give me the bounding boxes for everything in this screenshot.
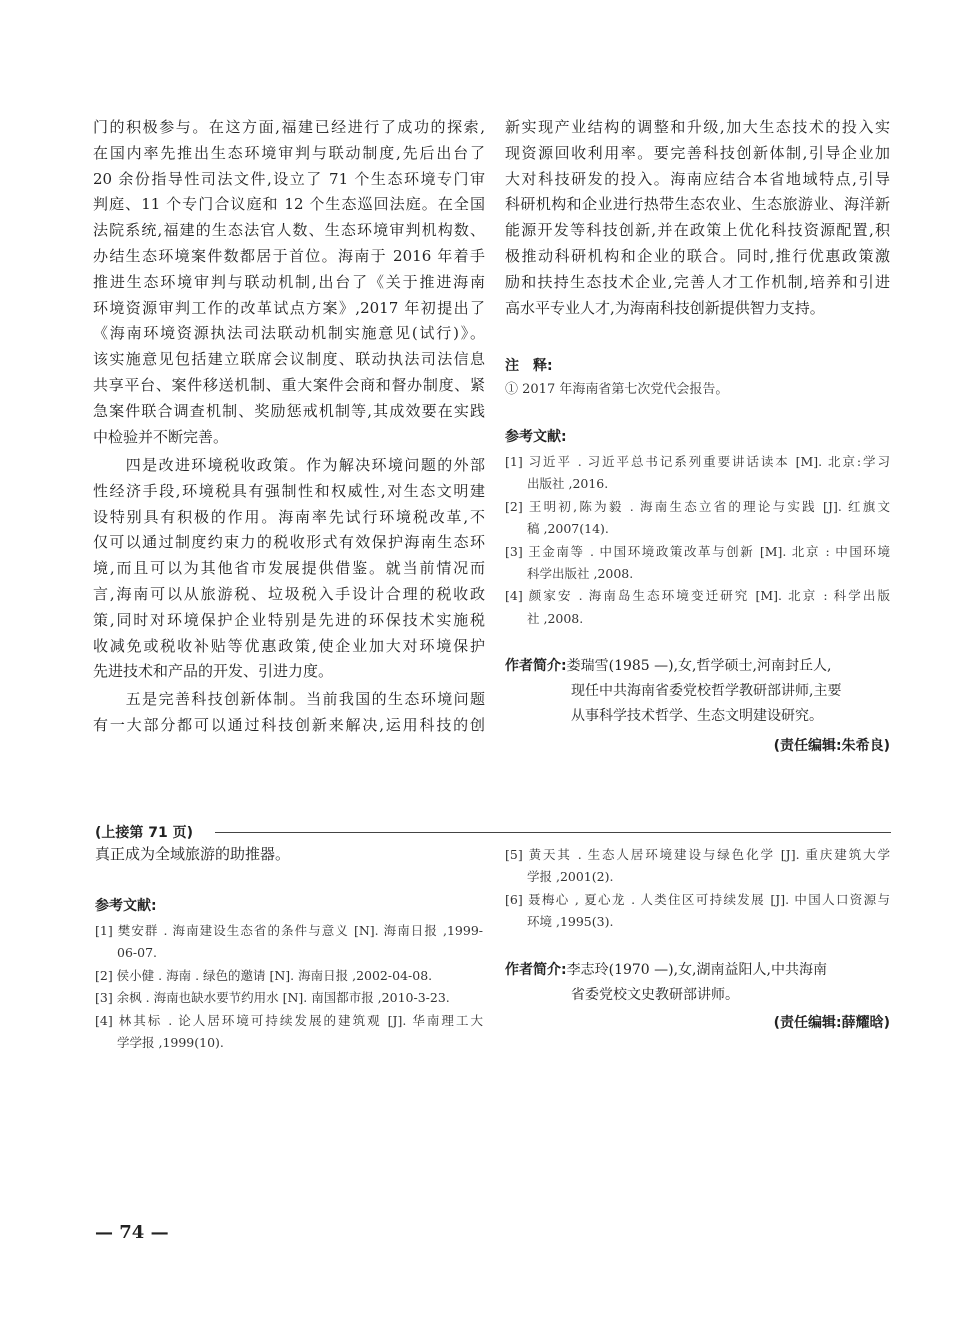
reference-line: [1] 樊安群 . 海南建设生态省的条件与意义 [N]. 海南日报 ,1999- (95, 923, 483, 938)
references-heading: 参考文献: (505, 429, 567, 445)
reference-line: [3] 余枫 . 海南也缺水要节约用水 [N]. 南国都市报 ,2010-3-23. (95, 990, 450, 1006)
references-list (505, 451, 890, 630)
reference-entry (95, 965, 483, 987)
text-line: 收减免或税收补贴等优惠政策,使企业加大对环境保护 (93, 636, 485, 655)
text-line: 在国内率先推出生态环境审判与联动制度,先后出台了 (93, 143, 485, 162)
reference-entry (505, 451, 890, 496)
reference-entry (505, 585, 890, 630)
author-bio-line: 省委党校文史教研部讲师。 (571, 987, 739, 1003)
continued-from-label: (上接第 71 页) (95, 825, 194, 841)
text-line: 急案件联合调查机制、奖励惩戒机制等,其成效要在实践 (93, 401, 485, 420)
reference-line: 06-07. (117, 945, 158, 961)
author-bio-line: 娄瑞雪(1985 —),女,哲学硕士,河南封丘人, (566, 658, 832, 674)
responsible-editor: (责任编辑:薛耀晗) (773, 1015, 890, 1031)
text-line: 五是完善科技创新体制。当前我国的生态环境问题 (93, 690, 485, 708)
reference-line: [6] 聂梅心 , 夏心龙 . 人类住区可持续发展 [J]. 中国人口资源与 (505, 891, 890, 907)
reference-line: [2] 侯小健 . 海南 . 绿色的邀请 [N]. 海南日报 ,2002-04-08. (95, 967, 433, 983)
reference-line: 社 ,2008. (527, 610, 584, 626)
author-bio (505, 958, 890, 1008)
paragraph-tech-innovation (93, 687, 485, 739)
author-bio-label: 作者简介: (505, 962, 567, 978)
text-line: 办结生态环境案件数都居于首位。海南于 2016 年着手 (93, 246, 485, 265)
text-line: 推进生态环境审判与联动机制,出台了《关于推进海南 (93, 272, 485, 291)
text-line: 能源开发等科技创新,并在政策上优化科技资源配置,积 (505, 221, 890, 240)
text-line: 言,海南可以从旅游税、垃圾税入手设计合理的税收政 (93, 584, 485, 603)
reference-line: 环境 ,1995(3). (527, 914, 614, 930)
page-number: — 74 — (95, 1222, 169, 1243)
author-bio (505, 654, 890, 729)
reference-line: 学学报 ,1999(10). (117, 1034, 224, 1050)
note-1: ① 2017 年海南省第七次党代会报告。 (505, 382, 729, 397)
references-list (95, 920, 483, 1054)
text-line: 四是改进环境税收政策。作为解决环境问题的外部 (93, 456, 485, 474)
text-line: 共享平台、案件移送机制、重大案件会商和督办制度、紧 (93, 375, 485, 394)
reference-line: [1] 习近平 . 习近平总书记系列重要讲话读本 [M]. 北京:学习 (505, 454, 890, 469)
text-line: 先进技术和产品的开发、引进力度。 (93, 662, 334, 681)
text-line: 现资源回收利用率。要完善科技创新体制,引导企业加 (505, 143, 890, 162)
reference-line: 科学出版社 ,2008. (527, 565, 634, 581)
text-line: 有一大部分都可以通过科技创新来解决,运用科技的创 (93, 715, 485, 734)
reference-entry (95, 1010, 483, 1055)
paragraph-environmental-tax (93, 453, 485, 685)
text-line: 极推动科研机构和企业的联合。同时,推行优惠政策激 (505, 246, 890, 265)
continued-text: 真正成为全域旅游的助推器。 (95, 845, 291, 863)
reference-line: 稿 ,2007(14). (527, 521, 609, 537)
reference-line: [4] 颜家安 . 海南岛生态环境变迁研究 [M]. 北京 : 科学出版 (505, 588, 890, 604)
text-line: 高水平专业人才,为海南科技创新提供智力支持。 (505, 298, 825, 317)
text-line: 中检验并不断完善。 (93, 427, 229, 446)
text-line: 仅可以通过制度约束力的税收形式有效保护海南生态环 (93, 533, 485, 552)
paragraph-environmental-justice (93, 115, 485, 450)
reference-entry (505, 889, 890, 934)
text-line: 判庭、11 个专门合议庭和 12 个生态巡回法庭。在全国 (93, 195, 485, 214)
reference-line: 学报 ,2001(2). (527, 869, 614, 885)
text-line: 科研机构和企业进行热带生态农业、生态旅游业、海洋新 (505, 195, 890, 214)
reference-entry (505, 541, 890, 586)
section-divider (215, 832, 891, 833)
text-line: 该实施意见包括建立联席会议制度、联动执法司法信息 (93, 350, 485, 369)
text-line: 门的积极参与。在这方面,福建已经进行了成功的探索, (93, 118, 485, 136)
text-line: 策,同时对环境保护企业特别是先进的环保技术实施税 (93, 610, 485, 629)
reference-line: [4] 林其标 . 论人居环境可持续发展的建筑观 [J]. 华南理工大 (95, 1012, 483, 1028)
author-bio-line: 现任中共海南省委党校哲学教研部讲师,主要 (571, 683, 842, 699)
reference-entry (505, 844, 890, 889)
author-bio-line: 从事科学技术哲学、生态文明建设研究。 (571, 708, 823, 724)
text-line: 法院系统,福建的生态法官人数、生态环境审判机构数、 (93, 221, 485, 240)
paragraph-tech-innovation-cont (505, 115, 890, 321)
responsible-editor: (责任编辑:朱希良) (773, 738, 890, 754)
reference-line: [5] 黄天其 . 生态人居环境建设与绿色化学 [J]. 重庆建筑大学 (505, 847, 890, 862)
author-bio-line: 李志玲(1970 —),女,湖南益阳人,中共海南 (566, 962, 827, 978)
reference-line: 出版社 ,2016. (527, 476, 609, 492)
text-line: 《海南环境资源执法司法联动机制实施意见(试行)》。 (93, 324, 485, 343)
text-line: 励和扶持生态技术企业,完善人才工作机制,培养和引进 (505, 272, 890, 291)
reference-entry (95, 920, 483, 965)
reference-line: [3] 王金南等 . 中国环境政策改革与创新 [M]. 北京 : 中国环境 (505, 543, 890, 559)
reference-entry (505, 496, 890, 541)
author-bio-label: 作者简介: (505, 658, 567, 674)
text-line: 境,而且可以为其他省市发展提供借鉴。就当前情况而 (93, 559, 485, 578)
text-line: 新实现产业结构的调整和升级,加大生态技术的投入实 (505, 118, 890, 136)
references-heading: 参考文献: (95, 898, 157, 914)
reference-entry (95, 987, 483, 1009)
notes-heading: 注 释: (505, 358, 553, 374)
reference-line: [2] 王明初,陈为毅 . 海南生态立省的理论与实践 [J]. 红旗文 (505, 498, 890, 514)
text-line: 20 余份指导性司法文件,设立了 71 个生态环境专门审 (93, 169, 485, 188)
text-line: 环境资源审判工作的改革试点方案》,2017 年初提出了 (93, 298, 485, 317)
text-line: 性经济手段,环境税具有强制性和权威性,对生态文明建 (93, 481, 485, 500)
text-line: 大对科技研发的投入。海南应结合本省地域特点,引导 (505, 169, 890, 188)
text-line: 设特别具有积极的作用。海南率先试行环境税改革,不 (93, 507, 485, 526)
references-list-continued (505, 844, 890, 934)
